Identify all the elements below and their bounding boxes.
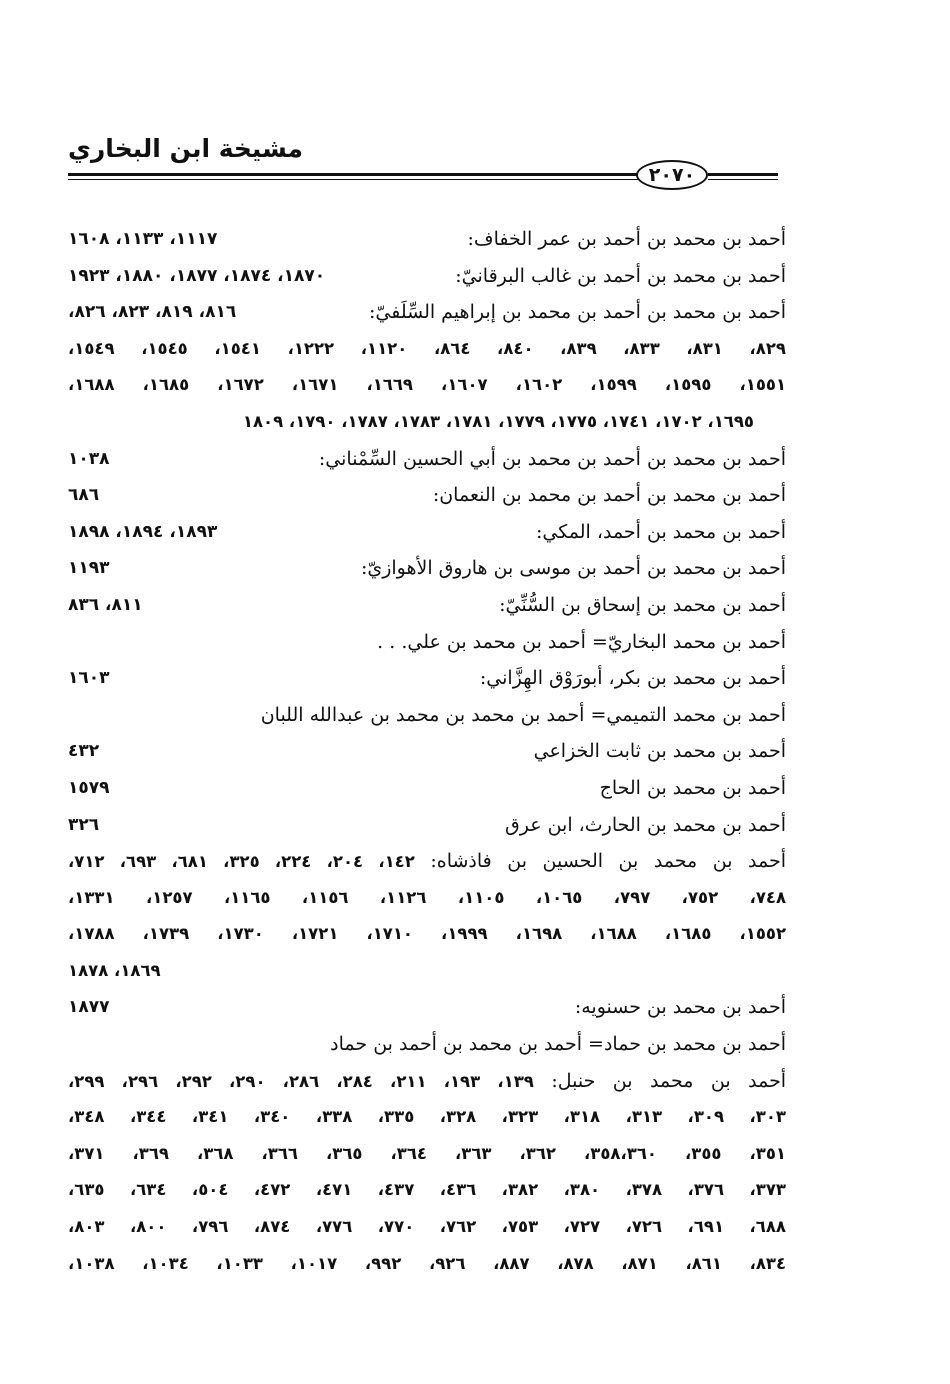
index-line — [68, 478, 786, 515]
reference-numbers: ٨٢٩، ٨٣١، ٨٣٣، ٨٣٩، ٨٤٠، ٨٦٤، ١١٢٠، ١٢٢٢، ١٥٤١، ١٥٤٥، ١٥٤٩، — [68, 338, 786, 358]
reference-numbers: ٣٥١، ٣٥٥، ٣٥٨،٣٦٠، ٣٦٢، ٣٦٣، ٣٦٤، ٣٦٥، ٣٦٦، ٣٦٨، ٣٦٩، ٣٧١، — [68, 1143, 786, 1163]
reference-numbers: ١٨٦٩، ١٨٧٨ — [68, 960, 161, 980]
index-line — [68, 990, 786, 1027]
reference-numbers: ٧٤٨، ٧٥٢، ٧٩٧، ١٠٦٥، ١١٠٥، ١١٢٦، ١١٥٦، ١١٦٥، ١٢٥٧، ١٣٣١، — [68, 887, 786, 907]
reference-numbers: ١٣٩، ١٩٣، ٢١١، ٢٨٤، ٢٨٦، ٢٩٠، ٢٩٢، ٢٩٦، ٢٩٩، — [68, 1071, 534, 1091]
entry-name: أحمد بن محمد بن حنبل: — [551, 1069, 786, 1092]
index-line — [68, 734, 786, 771]
index-line — [68, 368, 786, 405]
reference-numbers: ١١٩٣ — [68, 558, 110, 579]
index-line — [68, 222, 786, 259]
entry-name: أحمد بن محمد بن حسنويه: — [574, 996, 786, 1019]
reference-numbers: ١٥٥١، ١٥٩٥، ١٥٩٩، ١٦٠٢، ١٦٠٧، ١٦٦٩، ١٦٧١، ١٦٧٢، ١٦٨٥، ١٦٨٨، — [68, 375, 786, 395]
entry-name: أحمد بن محمد بن الحارث، ابن عرق — [504, 813, 786, 836]
index-line — [68, 954, 786, 991]
index-line — [68, 808, 786, 845]
reference-numbers: ٣٠٣، ٣٠٩، ٣١٣، ٣١٨، ٣٢٣، ٣٢٨، ٣٣٥، ٣٣٨، ٣٤٠، ٣٤١، ٣٤٤، ٣٤٨، — [68, 1107, 786, 1127]
running-title: مشيخة ابن البخاري — [68, 134, 304, 163]
index-line — [68, 698, 786, 735]
entry-name: أحمد بن محمد بن ثابت الخزاعي — [533, 740, 786, 763]
reference-numbers: ١٥٧٩ — [68, 777, 110, 798]
header-rule-left-thick — [68, 173, 638, 176]
reference-numbers: ٦٨٨، ٦٩١، ٧٢٦، ٧٢٧، ٧٥٣، ٧٦٢، ٧٧٠، ٧٧٦، ٨٧٤، ٧٩٦، ٨٠٠، ٨٠٣، — [68, 1217, 786, 1237]
reference-numbers: ١٦٠٣ — [68, 668, 110, 689]
header-rule-left-thin — [68, 179, 638, 180]
index-line — [68, 1100, 786, 1137]
reference-numbers: ٣٢٦ — [68, 814, 100, 835]
reference-numbers: ١٨٧٠، ١٨٧٤، ١٨٧٧، ١٨٨٠، ١٩٢٣ — [68, 265, 326, 286]
index-line — [68, 1027, 786, 1064]
reference-numbers: ٨٣٤، ٨٦١، ٨٧١، ٨٧٨، ٨٨٧، ٩٢٦، ٩٩٢، ١٠١٧، ١٠٣٣، ١٠٣٤، ١٠٣٨، — [68, 1253, 786, 1273]
page-number: ٢٠٧٠ — [636, 160, 708, 190]
reference-numbers: ١١١٧، ١١٣٣، ١٦٠٨ — [68, 229, 218, 249]
entry-name: أحمد بن محمد بن أحمد بن موسى بن هاروق الأهوازيّ: — [360, 557, 786, 580]
entry-name: أحمد بن محمد بن إسحاق بن السُّنِّيّ: — [499, 593, 786, 616]
reference-numbers: ١٤٢، ٢٠٤، ٢٢٤، ٣٢٥، ٦٨١، ٦٩٣، ٧١٢، — [68, 852, 415, 872]
index-line — [68, 625, 786, 662]
index-line — [68, 515, 786, 552]
entry-name: أحمد بن محمد بن أحمد بن عمر الخفاف: — [467, 228, 786, 250]
index-entries — [68, 222, 786, 1283]
index-line — [68, 1173, 786, 1210]
entry-name: أحمد بن محمد بن بكر، أبورَوْق الهِزَّاني: — [479, 667, 786, 690]
entry-name: أحمد بن محمد بن أحمد بن محمد بن النعمان: — [432, 484, 786, 507]
index-line — [68, 1210, 786, 1247]
entry-name: أحمد بن محمد بن أحمد بن محمد بن أبي الحسين السِّمْناني: — [318, 447, 786, 470]
reference-numbers: ٨١١، ٨٣٦ — [68, 594, 143, 615]
index-line — [68, 259, 786, 296]
index-line — [68, 551, 786, 588]
entry-name: أحمد بن محمد بن أحمد، المكي: — [536, 520, 786, 543]
index-line — [68, 588, 786, 625]
reference-numbers: ٦٨٦ — [68, 485, 100, 506]
entry-name: أحمد بن محمد بن الحاج — [599, 776, 786, 799]
index-line — [68, 1247, 786, 1284]
reference-numbers: ٨١٦، ٨١٩، ٨٢٣، ٨٢٦، — [68, 302, 237, 323]
entry-name: أحمد بن محمد البخاريّ= أحمد بن محمد بن علي. . . — [377, 630, 786, 653]
entry-name: أحمد بن محمد التميمي= أحمد بن محمد بن محمد بن عبدالله اللبان — [260, 703, 786, 726]
index-line — [68, 295, 786, 332]
index-line — [68, 442, 786, 479]
index-line — [68, 405, 786, 442]
reference-numbers: ١٦٩٥، ١٧٠٢، ١٧٤١، ١٧٧٥، ١٧٧٩، ١٧٨١، ١٧٨٣، ١٧٨٧، ١٧٩٠، ١٨٠٩ — [242, 411, 754, 431]
entry-name: أحمد بن محمد بن أحمد بن محمد بن إبراهيم السِّلَفيّ: — [368, 301, 786, 324]
entry-name: أحمد بن محمد بن الحسين بن فاذشاه: — [430, 850, 786, 873]
index-line — [68, 661, 786, 698]
header-rule-right-thick — [708, 173, 778, 176]
index-line — [68, 1137, 786, 1174]
reference-numbers: ١٥٥٢، ١٦٨٥، ١٦٨٨، ١٦٩٨، ١٩٩٩، ١٧١٠، ١٧٢١، ١٧٣٠، ١٧٣٩، ١٧٨٨، — [68, 924, 786, 944]
index-line — [68, 332, 786, 369]
index-line — [68, 1064, 786, 1101]
index-line — [68, 844, 786, 881]
reference-numbers: ١٨٩٣، ١٨٩٤، ١٨٩٨ — [68, 521, 218, 542]
index-line — [68, 881, 786, 918]
index-line — [68, 771, 786, 808]
reference-numbers: ١٠٣٨ — [68, 448, 110, 469]
reference-numbers: ٣٧٣، ٣٧٦، ٣٧٨، ٣٨٠، ٣٨٢، ٤٣٦، ٤٣٧، ٤٧١، ٤٧٢، ٥٠٤، ٦٣٤، ٦٣٥، — [68, 1180, 786, 1200]
entry-name: أحمد بن محمد بن حماد= أحمد بن محمد بن أحمد بن حماد — [330, 1033, 786, 1056]
reference-numbers: ١٨٧٧ — [68, 997, 110, 1018]
header-rule-right-thin — [708, 179, 778, 180]
reference-numbers: ٤٣٢ — [68, 741, 100, 762]
entry-name: أحمد بن محمد بن أحمد بن غالب البرقانيّ: — [455, 264, 786, 287]
index-line — [68, 917, 786, 954]
